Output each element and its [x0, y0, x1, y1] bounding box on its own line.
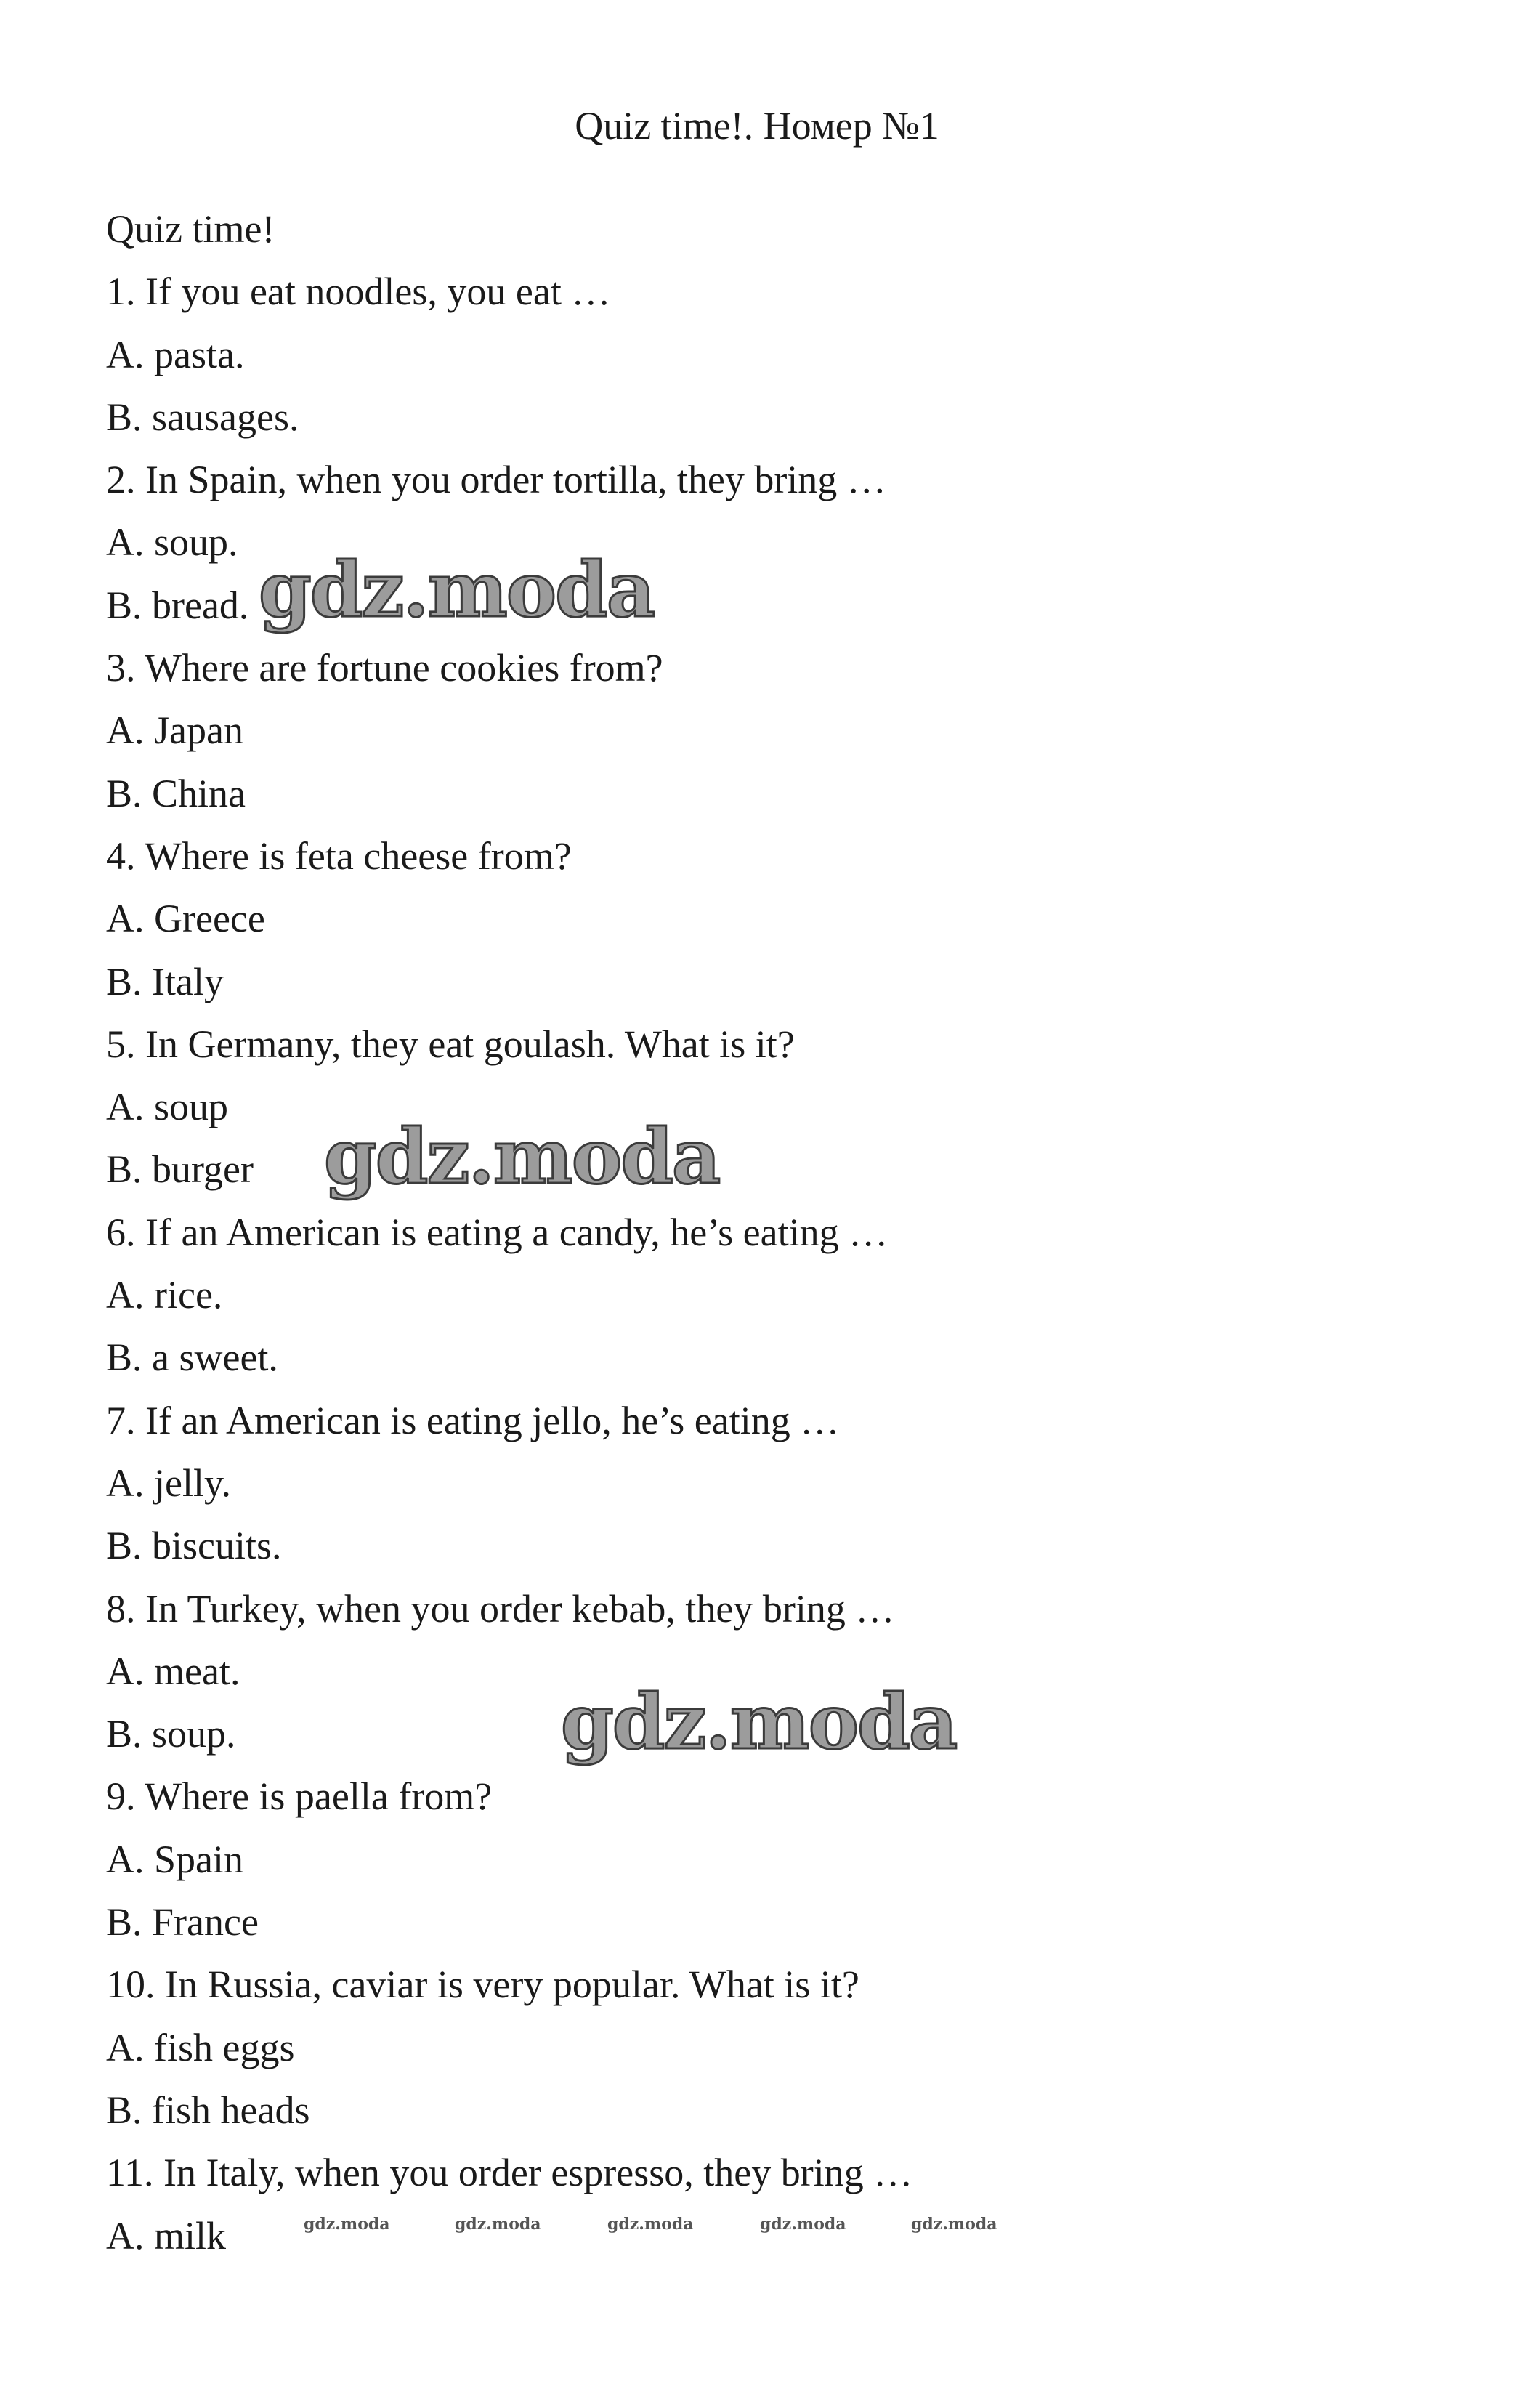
answer-10a: A. fish eggs	[106, 2025, 295, 2069]
answer-9a: A. Spain	[106, 1837, 243, 1881]
answer-1b: B. sausages.	[106, 395, 299, 439]
answer-3a: A. Japan	[106, 708, 243, 753]
answer-2a: A. soup.	[106, 520, 238, 565]
watermark-small: gdz.moda	[607, 2215, 694, 2234]
watermark: gdz.moda	[324, 1112, 720, 1201]
question-1: 1. If you eat noodles, you eat …	[106, 270, 611, 314]
watermark-small: gdz.moda	[455, 2215, 541, 2234]
watermark: gdz.moda	[561, 1677, 957, 1766]
answer-11a: A. milk	[106, 2213, 227, 2258]
answer-8b: B. soup.	[106, 1712, 236, 1756]
watermark: gdz.moda	[259, 545, 655, 634]
answer-4b: B. Italy	[106, 959, 224, 1003]
question-2: 2. In Spain, when you order tortilla, they bring …	[106, 458, 886, 502]
quiz-heading: Quiz time!	[106, 207, 275, 251]
answer-5b: B. burger	[106, 1147, 254, 1192]
question-6: 6. If an American is eating a candy, he’s eating …	[106, 1210, 888, 1254]
watermark-small: gdz.moda	[304, 2215, 390, 2234]
answer-2b: B. bread.	[106, 583, 249, 627]
answer-4a: A. Greece	[106, 897, 265, 941]
quiz-body	[106, 198, 1414, 2267]
answer-1a: A. pasta.	[106, 332, 245, 376]
answer-8a: A. meat.	[106, 1649, 240, 1693]
question-7: 7. If an American is eating jello, he’s eating …	[106, 1398, 840, 1442]
answer-10b: B. fish heads	[106, 2088, 310, 2132]
question-8: 8. In Turkey, when you order kebab, they bring …	[106, 1586, 895, 1631]
question-4: 4. Where is feta cheese from?	[106, 833, 572, 878]
question-3: 3. Where are fortune cookies from?	[106, 646, 663, 690]
question-11: 11. In Italy, when you order espresso, they bring …	[106, 2151, 913, 2195]
watermark-small: gdz.moda	[911, 2215, 997, 2234]
answer-6b: B. a sweet.	[106, 1336, 278, 1380]
page-title: Quiz time!. Номер №1	[575, 104, 939, 148]
answer-7a: A. jelly.	[106, 1460, 231, 1505]
question-10: 10. In Russia, caviar is very popular. What is it?	[106, 1963, 859, 2007]
answer-3b: B. China	[106, 771, 246, 815]
answer-9b: B. France	[106, 1900, 259, 1944]
watermark-small: gdz.moda	[760, 2215, 846, 2234]
answer-7b: B. biscuits.	[106, 1524, 282, 1568]
answer-6a: A. rice.	[106, 1273, 223, 1317]
question-9: 9. Where is paella from?	[106, 1774, 493, 1819]
answer-5a: A. soup	[106, 1085, 229, 1129]
question-5: 5. In Germany, they eat goulash. What is it?	[106, 1022, 795, 1066]
